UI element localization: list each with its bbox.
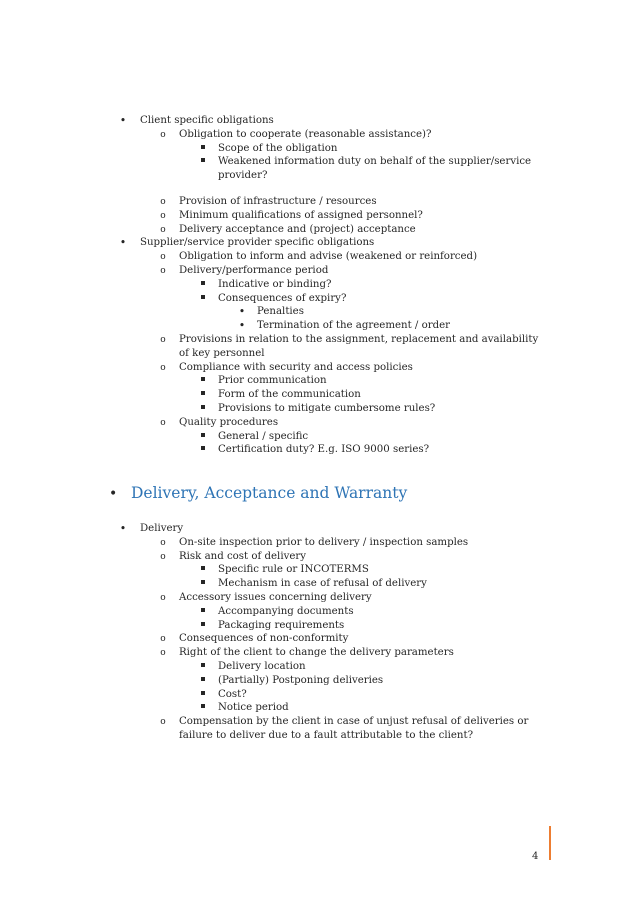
square-bullet-icon [197,619,209,633]
section-heading-text: Delivery, Acceptance and Warranty [131,484,408,502]
circle-bullet-icon [157,128,169,143]
square-bullet-icon [197,605,209,619]
list-item: • Supplier/service provider specific obligations [0,236,638,250]
list-item: Specific rule or INCOTERMS [0,563,638,577]
dot-bullet-icon [236,305,248,320]
circle-bullet-icon [157,223,169,238]
list-item: Indicative or binding? [0,278,638,292]
circle-bullet-icon [157,264,169,279]
delivery-list [0,522,638,743]
list-item: Mechanism in case of refusal of delivery [0,577,638,591]
list-item: Notice period [0,701,638,715]
dot-bullet-icon [117,522,129,537]
list-item: Accompanying documents [0,605,638,619]
list-item: Form of the communication [0,388,638,402]
circle-bullet-icon [157,361,169,376]
list-item: Prior communication [0,374,638,388]
section-heading [109,482,407,505]
list-item: • Client specific obligations [0,114,638,128]
list-item: o Delivery/performance period [0,264,638,278]
page-number: 4 [532,851,539,862]
circle-bullet-icon [157,646,169,661]
square-bullet-icon [197,292,209,306]
list-item: (Partially) Postponing deliveries [0,674,638,688]
square-bullet-icon [197,674,209,688]
square-bullet-icon [197,688,209,702]
list-item: o Delivery acceptance and (project) acceptance [0,223,638,237]
circle-bullet-icon [157,550,169,565]
list-item: o Minimum qualifications of assigned personnel? [0,209,638,223]
square-bullet-icon [197,388,209,402]
square-bullet-icon [197,374,209,388]
circle-bullet-icon [157,536,169,551]
circle-bullet-icon [157,250,169,265]
circle-bullet-icon [157,209,169,224]
circle-bullet-icon [157,416,169,431]
list-item: o Right of the client to change the delivery parameters [0,646,638,660]
list-item: o Compensation by the client in case of unjust refusal of deliveries or failure to deliver due to a fault attributable to the client? [0,715,638,743]
square-bullet-icon [197,402,209,416]
list-item: • Termination of the agreement / order [0,319,638,333]
dot-bullet-icon: • [109,486,118,502]
list-item: Certification duty? E.g. ISO 9000 series? [0,443,638,457]
square-bullet-icon [197,563,209,577]
obligations-list [0,114,638,457]
list-item: o Quality procedures [0,416,638,430]
list-item: Weakened information duty on behalf of the supplier/service provider? [0,155,638,183]
square-bullet-icon [197,430,209,444]
square-bullet-icon [197,278,209,292]
list-item: o Provision of infrastructure / resources [0,195,638,209]
list-item: o Accessory issues concerning delivery [0,591,638,605]
circle-bullet-icon [157,632,169,647]
list-item: General / specific [0,430,638,444]
list-item: Cost? [0,688,638,702]
square-bullet-icon [197,443,209,457]
list-item: o Obligation to cooperate (reasonable assistance)? [0,128,638,142]
list-item: Delivery location [0,660,638,674]
list-item: • Penalties [0,305,638,319]
list-item: o Compliance with security and access policies [0,361,638,375]
circle-bullet-icon [157,195,169,210]
dot-bullet-icon [236,319,248,334]
square-bullet-icon [197,155,209,169]
circle-bullet-icon [157,333,169,348]
list-item: Provisions to mitigate cumbersome rules? [0,402,638,416]
list-item: o Obligation to inform and advise (weakened or reinforced) [0,250,638,264]
list-item: • Delivery [0,522,638,536]
circle-bullet-icon [157,591,169,606]
list-item: Packaging requirements [0,619,638,633]
list-item: o On-site inspection prior to delivery / inspection samples [0,536,638,550]
list-item: o Provisions in relation to the assignment, replacement and availability of key personnel [0,333,638,361]
dot-bullet-icon [117,236,129,251]
list-item: Scope of the obligation [0,142,638,156]
square-bullet-icon [197,660,209,674]
list-item: o Risk and cost of delivery [0,550,638,564]
square-bullet-icon [197,701,209,715]
dot-bullet-icon [117,114,129,129]
square-bullet-icon [197,142,209,156]
list-item: Consequences of expiry? [0,292,638,306]
footer-accent-rule [549,826,551,860]
square-bullet-icon [197,577,209,591]
circle-bullet-icon [157,715,169,730]
list-item: o Consequences of non-conformity [0,632,638,646]
